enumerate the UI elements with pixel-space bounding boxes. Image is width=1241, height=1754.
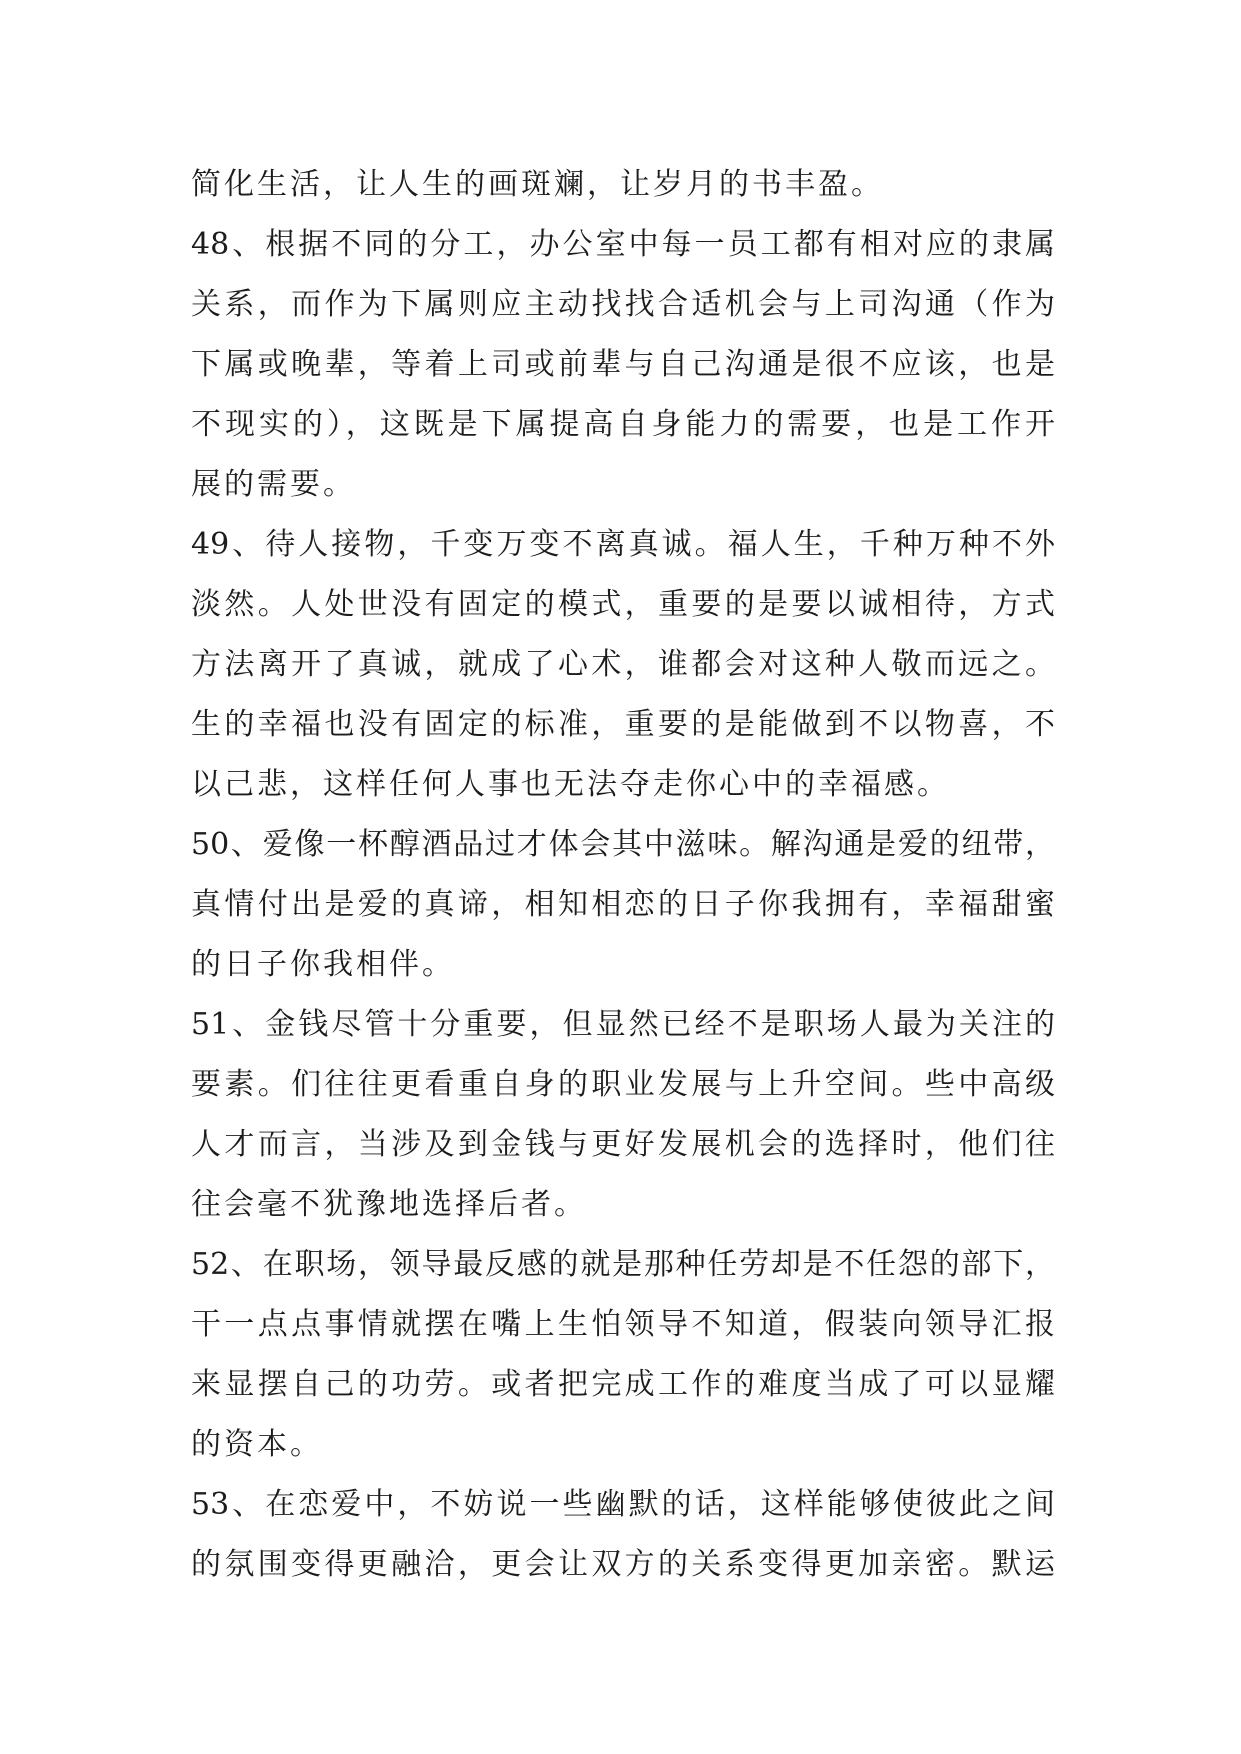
text-line: 53、在恋爱中，不妨说一些幽默的话，这样能够使彼此之间 [191,1487,1055,1522]
paragraph-50 [191,815,1055,995]
text-line: 生的幸福也没有固定的标准，重要的是能做到不以物喜，不 [191,707,1055,742]
text-line: 要素。们往往更看重自身的职业发展与上升空间。些中高级 [191,1067,1055,1102]
text-line: 简化生活，让人生的画斑斓，让岁月的书丰盈。 [191,167,884,202]
paragraph-49 [191,515,1055,815]
text-line: 淡然。人处世没有固定的模式，重要的是要以诚相待，方式 [191,587,1055,622]
text-line: 以己悲，这样任何人事也无法夺走你心中的幸福感。 [191,767,950,802]
text-line: 真情付出是爱的真谛，相知相恋的日子你我拥有，幸福甜蜜 [191,887,1055,922]
text-line: 49、待人接物，千变万变不离真诚。福人生，千种万种不外 [191,527,1055,562]
paragraph-52 [191,1235,1055,1475]
text-line: 展的需要。 [191,467,356,502]
paragraph-53 [191,1475,1055,1595]
body-text [191,155,1055,1595]
text-line: 下属或晚辈，等着上司或前辈与自己沟通是很不应该，也是 [191,347,1055,382]
text-line: 51、金钱尽管十分重要，但显然已经不是职场人最为关注的 [191,1007,1055,1042]
text-line: 的日子你我相伴。 [191,947,455,982]
text-line: 来显摆自己的功劳。或者把完成工作的难度当成了可以显耀 [191,1367,1055,1402]
paragraph-48 [191,215,1055,515]
text-line: 人才而言，当涉及到金钱与更好发展机会的选择时，他们往 [191,1127,1055,1162]
text-line: 关系，而作为下属则应主动找找合适机会与上司沟通（作为 [191,287,1055,322]
text-line: 方法离开了真诚，就成了心术，谁都会对这种人敬而远之。 [191,647,1055,682]
text-line: 的氛围变得更融洽，更会让双方的关系变得更加亲密。默运 [191,1547,1055,1582]
text-line: 52、在职场，领导最反感的就是那种任劳却是不任怨的部下， [191,1247,1055,1282]
text-line: 的资本。 [191,1427,323,1462]
paragraph-continued [191,155,1055,215]
text-line: 往会毫不犹豫地选择后者。 [191,1187,587,1222]
text-line: 50、爱像一杯醇酒品过才体会其中滋味。解沟通是爱的纽带， [191,827,1055,862]
text-line: 干一点点事情就摆在嘴上生怕领导不知道，假装向领导汇报 [191,1307,1055,1342]
text-line: 48、根据不同的分工，办公室中每一员工都有相对应的隶属 [191,227,1055,262]
paragraph-51 [191,995,1055,1235]
text-line: 不现实的），这既是下属提高自身能力的需要，也是工作开 [191,407,1055,442]
